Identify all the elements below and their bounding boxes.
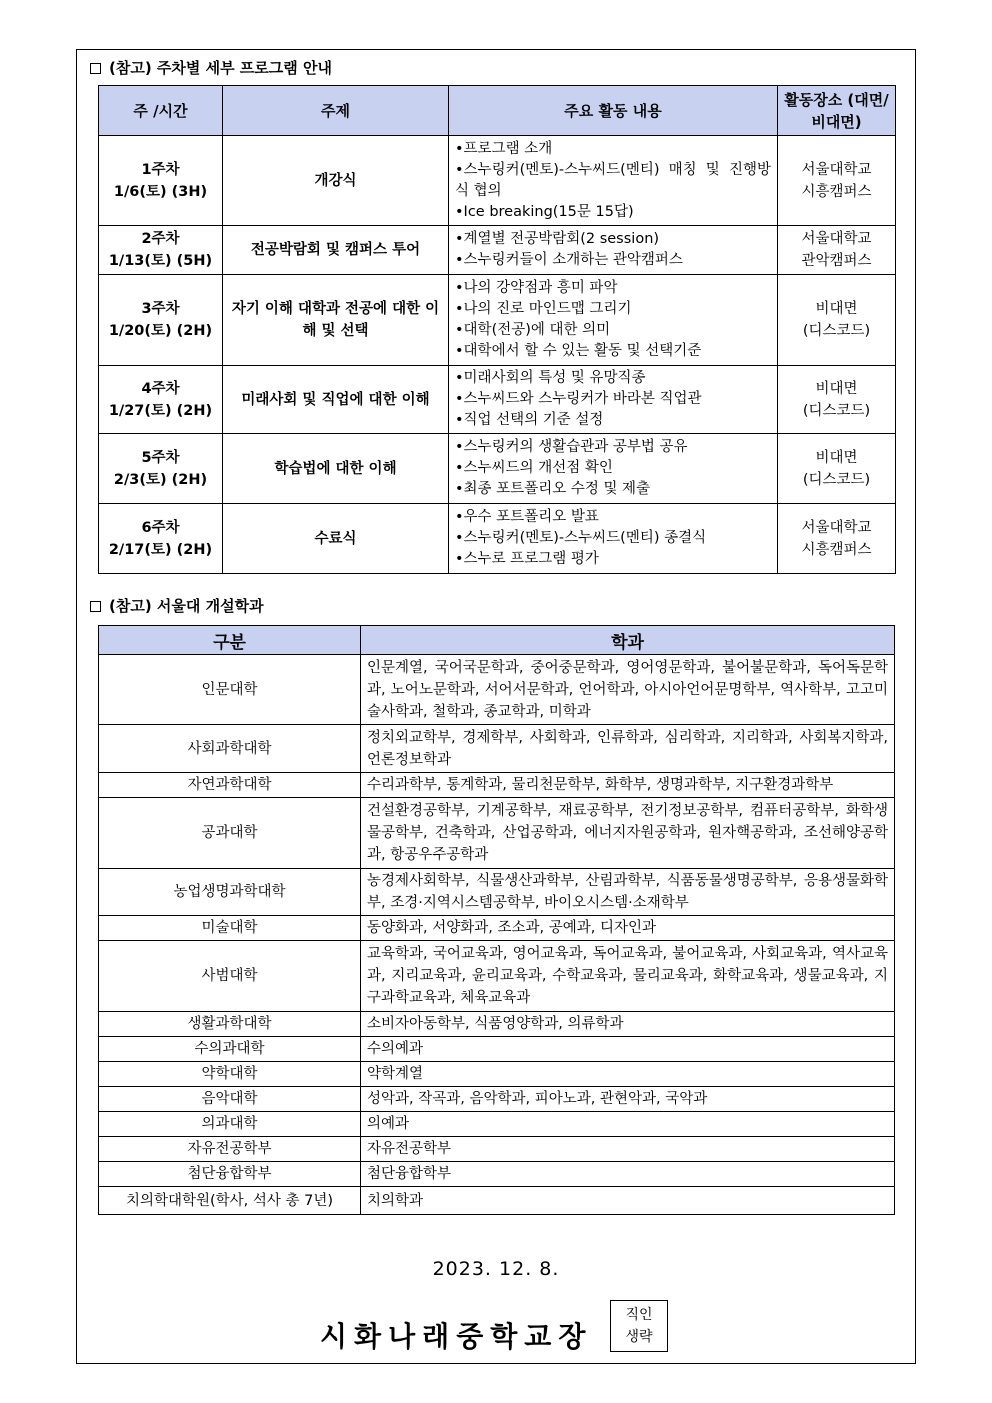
departments-cell: 성악과, 작곡과, 음악학과, 피아노과, 관현악과, 국악과 <box>361 1087 895 1112</box>
issuer-name: 시화나래중학교장 <box>320 1320 593 1353</box>
place-line: (디스코드) <box>802 323 871 339</box>
departments-cell: 첨단융합학부 <box>361 1162 895 1187</box>
schedule-row <box>99 504 896 574</box>
dept-row <box>99 1062 895 1087</box>
schedule-table <box>98 85 896 574</box>
schedule-row <box>99 136 896 226</box>
departments-cell: 정치외교학부, 경제학부, 사회학과, 인류학과, 심리학과, 지리학과, 사회복지학과, 언론정보학과 <box>361 725 895 773</box>
header-activities: 주요 활동 내용 <box>449 86 778 136</box>
college-cell: 사회과학대학 <box>99 725 361 773</box>
place-cell <box>778 226 896 275</box>
college-cell: 농업생명과학대학 <box>99 869 361 916</box>
department-table <box>98 625 895 1215</box>
week-label: 6주차 <box>141 519 180 536</box>
dept-row <box>99 725 895 773</box>
activity-item: •계열별 전공박람회(2 session) <box>455 231 660 247</box>
place-line: 시흥캠퍼스 <box>801 183 872 200</box>
college-cell: 음악대학 <box>99 1087 361 1112</box>
activity-item: •나의 강약점과 흥미 파악 <box>455 280 618 296</box>
activities-cell <box>449 226 778 275</box>
place-line: 비대면 <box>815 301 858 317</box>
dept-row <box>99 655 895 725</box>
departments-cell: 건설환경공학부, 기계공학부, 재료공학부, 전기정보공학부, 컴퓨터공학부, 화학생물공학부, 건축학과, 산업공학과, 에너지자원공학과, 원자핵공학과, 조선해양공학과, 항공우주공학과 <box>361 798 895 869</box>
topic-cell: 자기 이해 대학과 전공에 대한 이해 및 선택 <box>223 275 449 366</box>
dept-row <box>99 773 895 798</box>
place-line: 비대면 <box>815 449 858 466</box>
dept-row <box>99 1012 895 1037</box>
activity-item: •스누링커(멘토)-스누씨드(멘티) 종결식 <box>455 530 707 546</box>
week-date: 2/17(토) (2H) <box>108 541 213 558</box>
college-cell: 약학대학 <box>99 1062 361 1087</box>
week-cell <box>99 275 223 366</box>
dept-row <box>99 1187 895 1215</box>
square-bullet-icon <box>90 63 101 74</box>
college-cell: 자연과학대학 <box>99 773 361 798</box>
place-cell <box>778 136 896 226</box>
activity-item: •직업 선택의 기준 설정 <box>455 412 604 428</box>
seal-text-1: 직인 <box>625 1307 653 1323</box>
activity-item: •최종 포트폴리오 수정 및 제출 <box>455 481 651 497</box>
week-cell <box>99 504 223 574</box>
place-line: 서울대학교 <box>801 519 872 536</box>
week-label: 2주차 <box>141 231 180 247</box>
place-line: (디스코드) <box>802 402 871 419</box>
departments-cell: 교육학과, 국어교육과, 영어교육과, 독어교육과, 불어교육과, 사회교육과, 역사교육과, 지리교육과, 윤리교육과, 수학교육과, 물리교육과, 화학교육과, 생물교육과, 지구과학교육과, 체육교육과 <box>361 941 895 1012</box>
departments-cell: 의예과 <box>361 1112 895 1137</box>
college-cell: 첨단융합학부 <box>99 1162 361 1187</box>
activity-item: •스누링커의 생활습관과 공부법 공유 <box>455 439 688 455</box>
activities-cell <box>449 434 778 504</box>
departments-cell: 약학계열 <box>361 1062 895 1087</box>
college-cell: 사범대학 <box>99 941 361 1012</box>
activity-item: •스누로 프로그램 평가 <box>455 551 599 567</box>
college-cell: 수의과대학 <box>99 1037 361 1062</box>
college-cell: 의과대학 <box>99 1112 361 1137</box>
schedule-row <box>99 366 896 434</box>
week-label: 4주차 <box>141 380 180 397</box>
college-cell: 인문대학 <box>99 655 361 725</box>
square-bullet-icon <box>90 601 101 612</box>
activities-cell <box>449 504 778 574</box>
departments-cell: 치의학과 <box>361 1187 895 1215</box>
activity-item: •스누링커(멘토)-스누씨드(멘티) 매칭 및 진행방식 협의 <box>455 161 771 199</box>
seal-text-2: 생략 <box>625 1329 653 1345</box>
dept-row <box>99 916 895 941</box>
dept-row <box>99 1112 895 1137</box>
week-date: 2/3(토) (2H) <box>113 471 208 488</box>
place-cell <box>778 275 896 366</box>
week-cell <box>99 136 223 226</box>
departments-cell: 인문계열, 국어국문학과, 중어중문학과, 영어영문학과, 불어불문학과, 독어독문학과, 노어노문학과, 서어서문학과, 언어학과, 아시아언어문명학부, 역사학부, 고고미술사학과, 철학과, 종교학과, 미학과 <box>361 655 895 725</box>
college-cell: 치의학대학원(학사, 석사 총 7년) <box>99 1187 361 1215</box>
college-cell: 자유전공학부 <box>99 1137 361 1162</box>
activity-item: •스누링커들이 소개하는 관악캠퍼스 <box>455 252 683 268</box>
place-line: 서울대학교 <box>801 161 872 178</box>
week-date: 1/13(토) (5H) <box>108 253 213 269</box>
departments-cell: 소비자아동학부, 식품영양학과, 의류학과 <box>361 1012 895 1037</box>
departments-cell: 동양화과, 서양화과, 조소과, 공예과, 디자인과 <box>361 916 895 941</box>
schedule-row <box>99 226 896 275</box>
week-label: 5주차 <box>141 449 180 466</box>
week-cell <box>99 226 223 275</box>
week-date: 1/6(토) (3H) <box>113 183 208 200</box>
topic-cell: 전공박람회 및 캠퍼스 투어 <box>223 226 449 275</box>
schedule-row <box>99 275 896 366</box>
activity-item: •우수 포트폴리오 발표 <box>455 509 599 525</box>
dept-heading: (참고) 서울대 개설학과 <box>90 595 264 616</box>
activity-item: •대학에서 할 수 있는 활동 및 선택기준 <box>455 343 702 359</box>
dept-row <box>99 798 895 869</box>
dept-row <box>99 1087 895 1112</box>
departments-cell: 수리과학부, 통계학과, 물리천문학부, 화학부, 생명과학부, 지구환경과학부 <box>361 773 895 798</box>
week-date: 1/20(토) (2H) <box>108 323 213 339</box>
week-cell <box>99 366 223 434</box>
activities-cell <box>449 366 778 434</box>
departments-cell: 수의예과 <box>361 1037 895 1062</box>
schedule-row <box>99 434 896 504</box>
activities-cell <box>449 136 778 226</box>
week-label: 3주차 <box>141 301 180 317</box>
place-cell <box>778 434 896 504</box>
week-date: 1/27(토) (2H) <box>108 402 213 419</box>
activity-item: •Ice breaking(15문 15답) <box>455 203 634 220</box>
college-cell: 미술대학 <box>99 916 361 941</box>
college-cell: 공과대학 <box>99 798 361 869</box>
dept-row <box>99 941 895 1012</box>
place-line: 관악캠퍼스 <box>801 253 872 269</box>
header-college: 구분 <box>99 626 361 655</box>
activity-item: •나의 진로 마인드맵 그리기 <box>455 301 632 317</box>
official-seal-box <box>610 1300 668 1352</box>
activity-item: •스누씨드의 개선점 확인 <box>455 460 613 476</box>
activity-item: •프로그램 소개 <box>455 140 553 157</box>
dept-row <box>99 1137 895 1162</box>
activity-item: •미래사회의 특성 및 유망직종 <box>455 370 646 386</box>
place-line: 시흥캠퍼스 <box>801 541 872 558</box>
departments-cell: 농경제사회학부, 식물생산과학부, 산림과학부, 식품동물생명공학부, 응용생물화학부, 조경·지역시스템공학부, 바이오시스템·소재학부 <box>361 869 895 916</box>
week-cell <box>99 434 223 504</box>
activity-item: •스누씨드와 스누링커가 바라본 직업관 <box>455 391 702 407</box>
place-cell <box>778 504 896 574</box>
place-line: 비대면 <box>815 380 858 397</box>
departments-cell: 자유전공학부 <box>361 1137 895 1162</box>
week-label: 1주차 <box>141 161 180 178</box>
dept-row <box>99 1162 895 1187</box>
dept-row <box>99 1037 895 1062</box>
topic-cell: 수료식 <box>223 504 449 574</box>
activities-cell <box>449 275 778 366</box>
schedule-heading: (참고) 주차별 세부 프로그램 안내 <box>90 57 332 78</box>
place-cell <box>778 366 896 434</box>
place-line: (디스코드) <box>802 471 871 488</box>
header-departments: 학과 <box>361 626 895 655</box>
dept-row <box>99 869 895 916</box>
header-place: 활동장소 (대면/비대면) <box>778 86 896 136</box>
topic-cell: 미래사회 및 직업에 대한 이해 <box>223 366 449 434</box>
topic-cell: 개강식 <box>223 136 449 226</box>
place-line: 서울대학교 <box>801 231 872 247</box>
header-topic: 주제 <box>223 86 449 136</box>
topic-cell: 학습법에 대한 이해 <box>223 434 449 504</box>
header-week: 주 /시간 <box>99 86 223 136</box>
document-date: 2023. 12. 8. <box>432 1258 560 1280</box>
college-cell: 생활과학대학 <box>99 1012 361 1037</box>
activity-item: •대학(전공)에 대한 의미 <box>455 322 611 338</box>
